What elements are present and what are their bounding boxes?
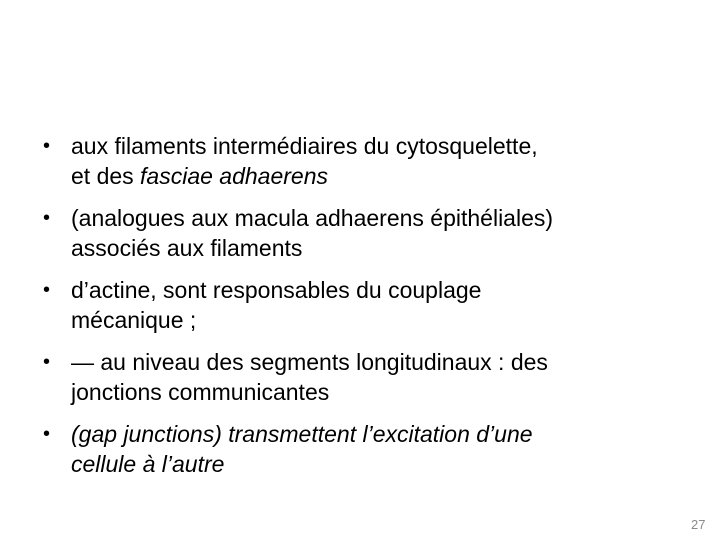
bullet-5-line-1: (gap junctions) transmettent l’excitation d’une	[71, 421, 533, 447]
bullet-4-line-2: jonctions communicantes	[71, 379, 330, 405]
bullet-1-line-2-italic: fasciae adhaerens	[140, 163, 329, 189]
bullet-marker: •	[43, 207, 51, 229]
bullet-list	[40, 131, 690, 491]
bullet-marker: •	[43, 279, 51, 301]
bullet-item-5	[40, 419, 690, 479]
bullet-1-line-2	[71, 161, 690, 191]
bullet-3-line-2: mécanique ;	[71, 307, 197, 333]
bullet-item-2	[40, 203, 690, 263]
page-number: 27	[691, 517, 706, 532]
bullet-marker: •	[43, 423, 51, 445]
bullet-4-line-1: — au niveau des segments longitudinaux : des	[71, 349, 548, 375]
bullet-1-line-1: aux filaments intermédiaires du cytosquelette,	[71, 133, 538, 159]
bullet-3-line-1: d’actine, sont responsables du couplage	[71, 277, 482, 303]
bullet-marker: •	[43, 351, 51, 373]
bullet-item-1	[40, 131, 690, 191]
bullet-5-line-2: cellule à l’autre	[71, 451, 225, 477]
bullet-item-4	[40, 347, 690, 407]
bullet-2-line-1: (analogues aux macula adhaerens épithéliales)	[71, 205, 554, 231]
bullet-marker: •	[43, 135, 51, 157]
bullet-item-3	[40, 275, 690, 335]
bullet-1-line-2-prefix: et des	[71, 163, 141, 189]
bullet-2-line-2: associés aux filaments	[71, 235, 303, 261]
